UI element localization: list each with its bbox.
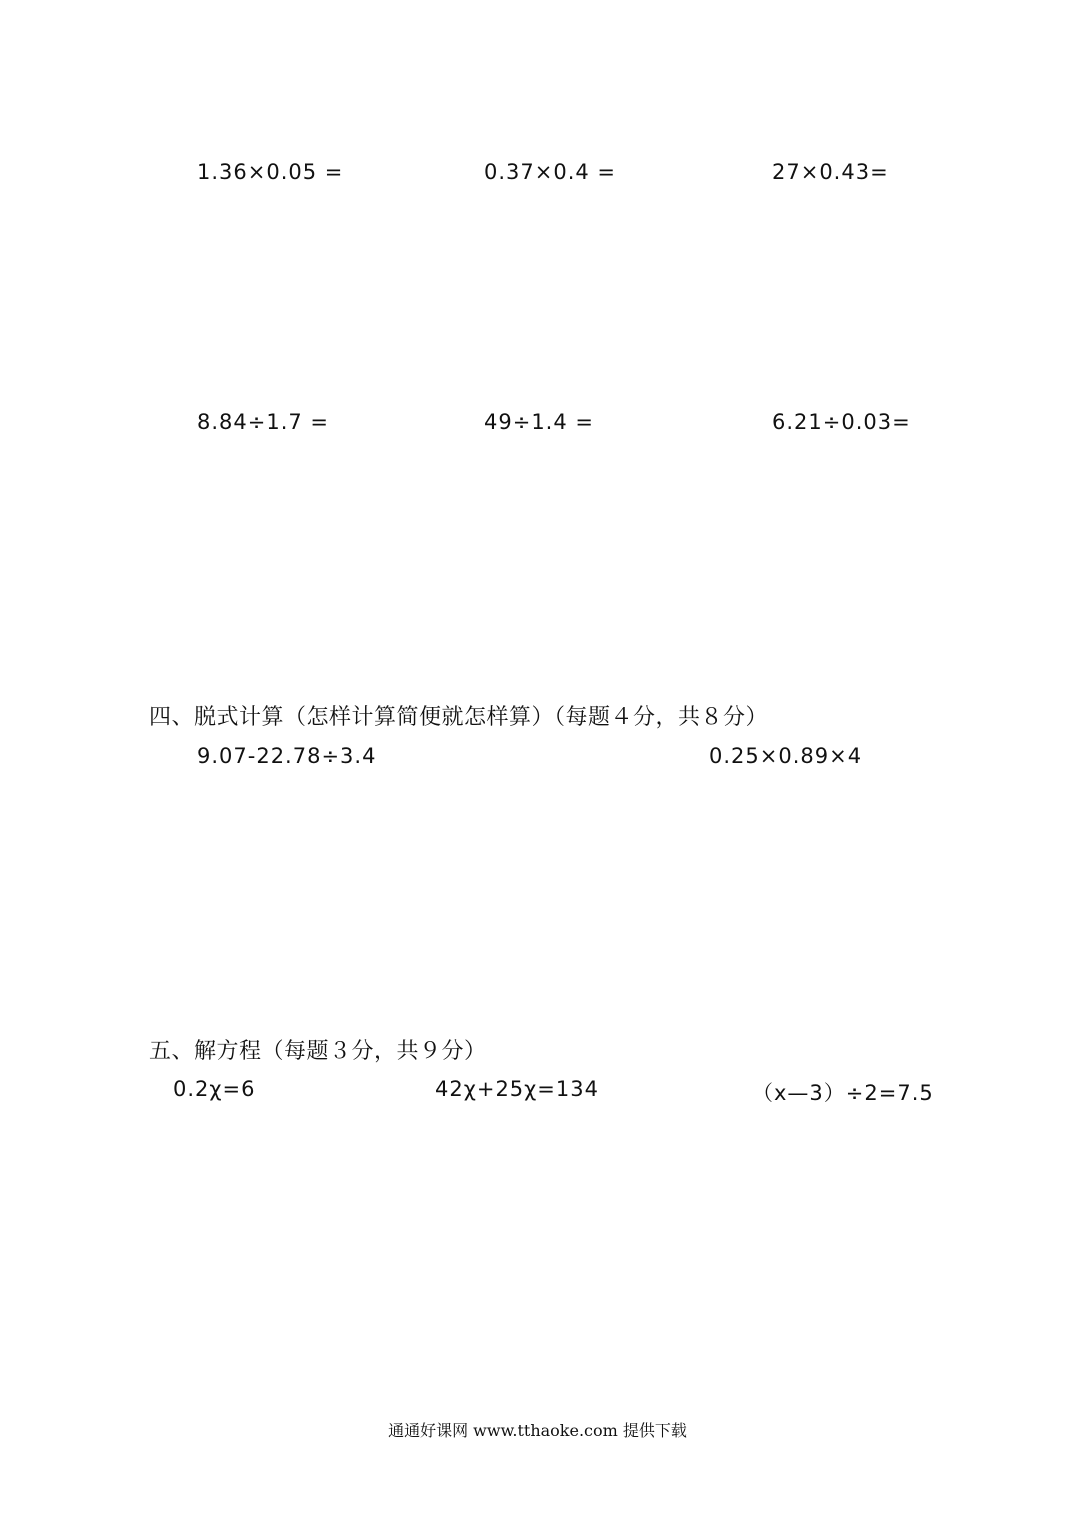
equation-problem-2: 42χ+25χ=134 bbox=[435, 1077, 599, 1101]
calc-problem-1-2: 0.37×0.4 = bbox=[484, 160, 617, 184]
footer-text: 通通好课网 www.tthaoke.com 提供下载 bbox=[388, 1421, 687, 1440]
section-5-title: 五、解方程（每题３分，共９分） bbox=[149, 1039, 487, 1064]
calc-problem-2-2: 49÷1.4 = bbox=[484, 410, 594, 434]
section-4-title: 四、脱式计算（怎样计算简便就怎样算）（每题４分，共８分） bbox=[149, 705, 769, 730]
calc-problem-2-1: 8.84÷1.7 = bbox=[197, 410, 330, 434]
equation-problem-3: （x—3）÷2=7.5 bbox=[752, 1081, 934, 1105]
calc-problem-1-3: 27×0.43= bbox=[772, 160, 889, 184]
calc-problem-1-1: 1.36×0.05 = bbox=[197, 160, 344, 184]
equation-problem-1: 0.2χ=6 bbox=[173, 1077, 256, 1101]
calc-problem-2-3: 6.21÷0.03= bbox=[772, 410, 911, 434]
stepwise-problem-1: 9.07-22.78÷3.4 bbox=[197, 744, 377, 768]
stepwise-problem-2: 0.25×0.89×4 bbox=[709, 744, 863, 768]
